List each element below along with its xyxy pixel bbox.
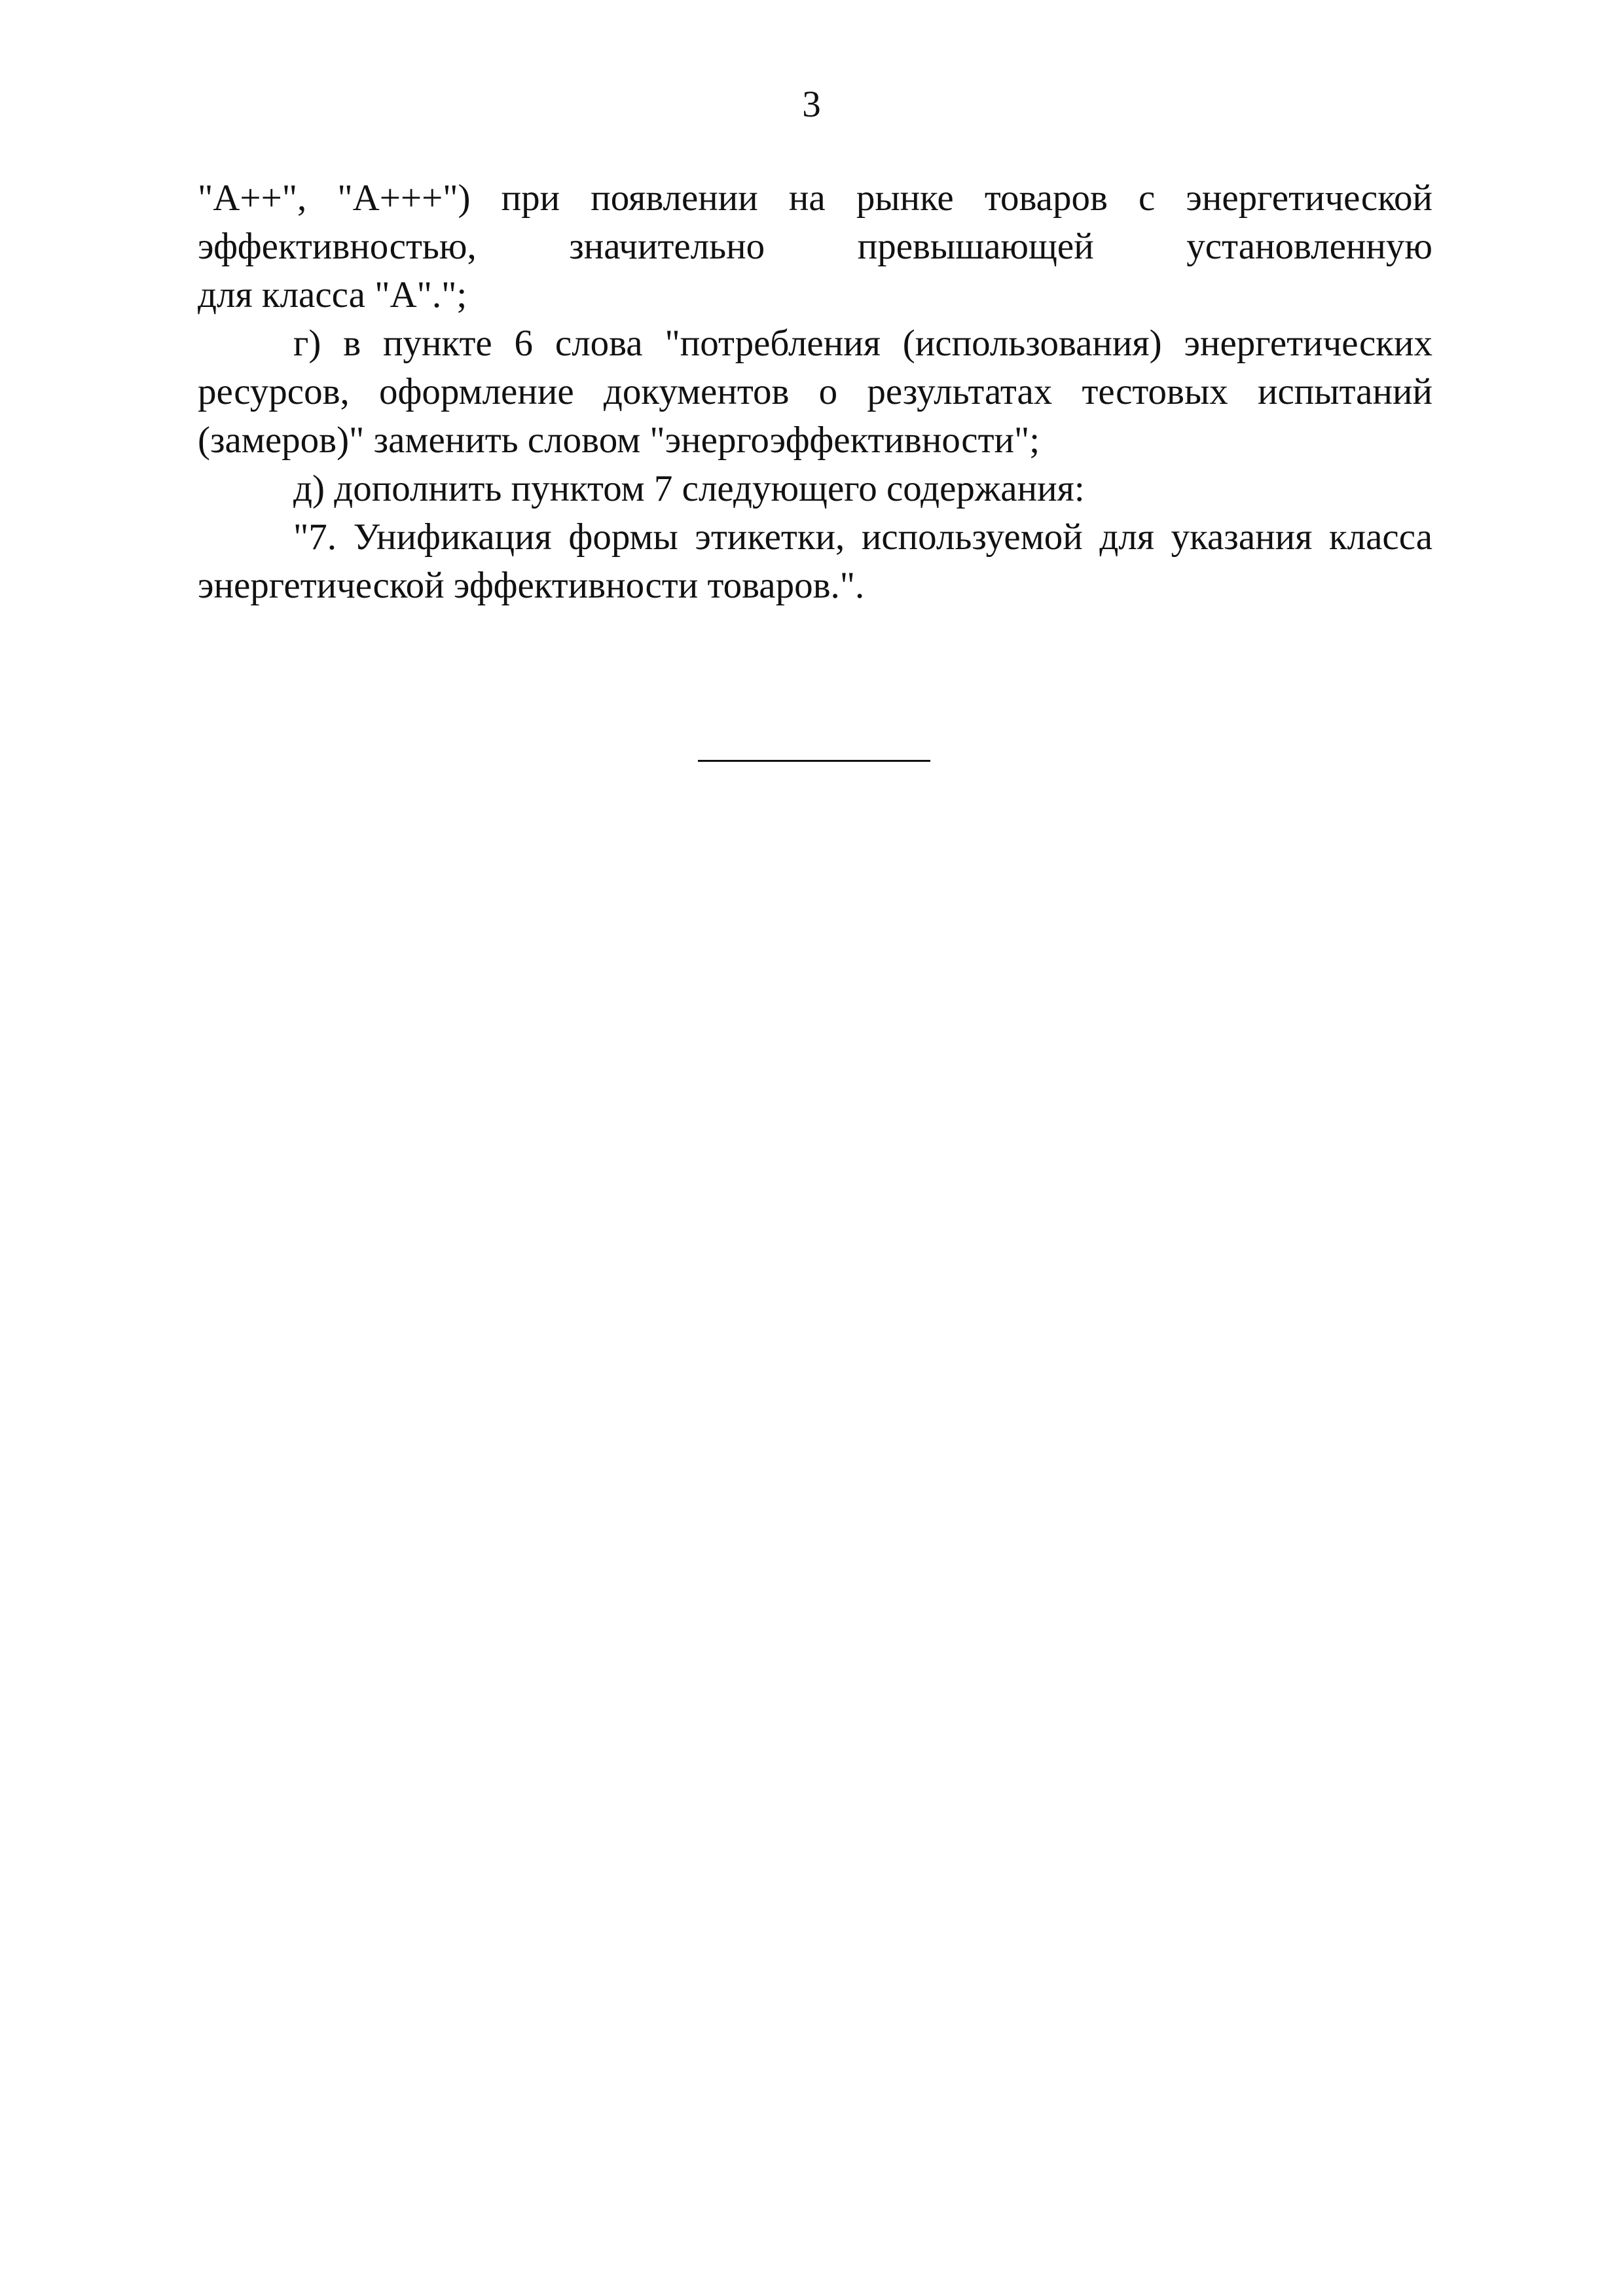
page-number: 3 [802,84,821,125]
continuation-paragraph [198,174,1432,319]
paragraph-line: эффективностью, значительно превышающей установленную [198,226,1432,267]
document-body [198,174,1432,610]
paragraph-line: "А++", "А+++") при появлении на рынке товаров с энергетической [198,177,1432,219]
amendment-item-g: г) в пункте 6 слова "потребления (использования) энергетических ресурсов, оформление документов о результатах тестовых испытаний (замеров)" заменить словом "энергоэффективности"; [198,323,1432,461]
end-separator-line [698,760,930,762]
amendment-item-d: д) дополнить пунктом 7 следующего содержания: [293,468,1085,509]
paragraph-line: для класса "А"."; [198,274,467,315]
new-item-7-text: "7. Унификация формы этикетки, используемой для указания класса энергетической эффективности товаров.". [198,516,1432,606]
